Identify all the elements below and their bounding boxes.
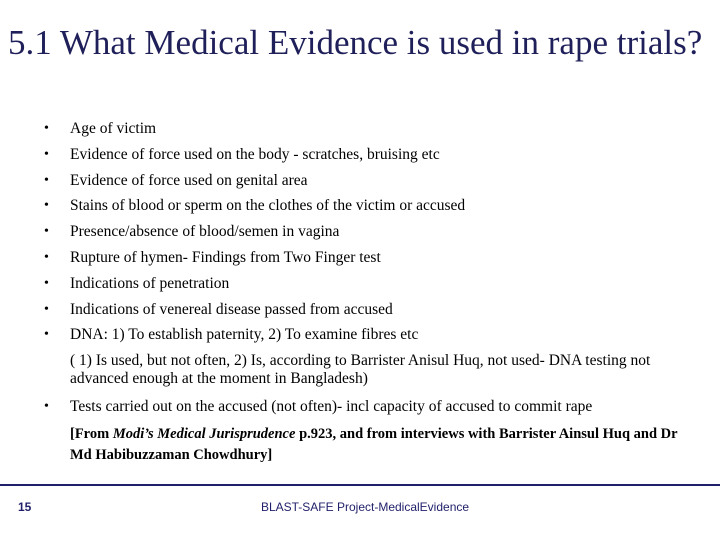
bullet-icon: •: [44, 198, 49, 214]
page-number: 15: [18, 500, 32, 514]
list-item: [0, 168, 720, 194]
list-item: [0, 322, 720, 394]
list-item: [0, 116, 720, 142]
bullet-icon: •: [44, 146, 49, 162]
list-item-text: Indications of venereal disease passed from accused: [70, 300, 393, 318]
evidence-list: [0, 116, 720, 420]
dna-note: ( 1) Is used, but not often, 2) Is, according to Barrister Anisul Huq, not used- DNA testing not advanced enough at the moment in Bangladesh): [70, 352, 651, 388]
list-item-text: Tests carried out on the accused (not often)- incl capacity of accused to commit rape: [70, 398, 593, 416]
list-item-text: Age of victim: [70, 120, 157, 137]
list-item-text: Indications of penetration: [70, 274, 230, 292]
list-item-text: Evidence of force used on the body - scratches, bruising etc: [70, 145, 440, 163]
list-item-text: Presence/absence of blood/semen in vagina: [70, 223, 340, 241]
source-book-title: Modi’s Medical Jurisprudence: [112, 426, 296, 442]
bullet-icon: •: [44, 224, 49, 240]
list-item-text: Stains of blood or sperm on the clothes of the victim or accused: [70, 197, 466, 215]
bullet-icon: •: [44, 249, 49, 265]
list-item: [0, 245, 720, 271]
source-suffix: p.923, and from interviews with Barrister Ainsul Huq and Dr Md Habibuzzaman Chowdhury]: [70, 426, 678, 463]
source-prefix: [From: [70, 426, 113, 442]
bullet-icon: •: [44, 399, 49, 415]
list-item: [0, 142, 720, 168]
source-citation: [70, 424, 690, 466]
list-item: [0, 219, 720, 245]
footer-divider: [0, 484, 720, 486]
list-item: [0, 297, 720, 323]
bullet-icon: •: [44, 121, 49, 136]
list-item: [0, 271, 720, 297]
list-item: [0, 193, 720, 219]
list-item-text: Evidence of force used on genital area: [70, 171, 308, 189]
bullet-icon: •: [44, 275, 49, 291]
bullet-icon: •: [44, 327, 49, 343]
list-item: [0, 394, 720, 420]
footer-label: BLAST-SAFE Project-MedicalEvidence: [260, 500, 470, 514]
bullet-icon: •: [44, 301, 49, 317]
slide-title: 5.1 What Medical Evidence is used in rape trials?: [8, 23, 703, 62]
bullet-icon: •: [44, 172, 49, 188]
list-item-text: DNA: 1) To establish paternity, 2) To examine fibres etc: [70, 326, 419, 344]
list-item-text: Rupture of hymen- Findings from Two Finger test: [70, 248, 381, 266]
